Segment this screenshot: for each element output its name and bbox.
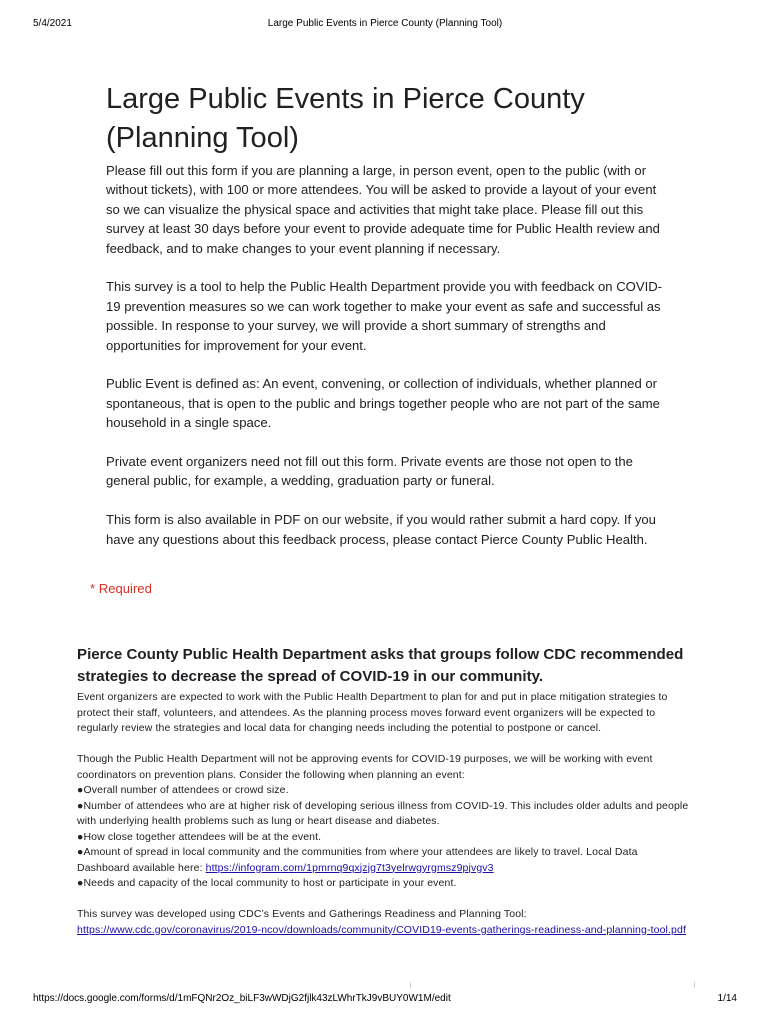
intro-paragraph: Private event organizers need not fill out this form. Private events are those not open to the general public, for example, a wedding, graduation party or funeral. [106,454,633,489]
section-paragraph: Event organizers are expected to work with the Public Health Department to plan for and put in place mitigation strategies to protect their staff, volunteers, and attendees. As the planning process moves forward event organizers will be expected to regularly review the strategies and local data for changing needs including the potential to postpone or cancel. [77,691,668,734]
list-item: ●Needs and capacity of the local community to host or participate in your event. [77,877,457,889]
form-title: Large Public Events in Pierce County (Planning Tool) [106,83,585,154]
required-note: * Required [90,581,152,596]
section-title: Pierce County Public Health Department asks that groups follow CDC recommended strategies to decrease the spread of COVID-19 in our community. [77,646,684,685]
page-number: 1/14 [717,993,737,1004]
print-header [0,18,770,32]
list-item: ●Overall number of attendees or crowd size. [77,784,289,796]
cdc-planning-tool-link[interactable]: https://www.cdc.gov/coronavirus/2019-ncov/downloads/community/COVID19-events-gatherings-readiness-and-planning-tool.pdf [77,923,687,936]
list-item: ●Number of attendees who are at higher risk of developing serious illness from COVID-19. This includes older adults and people with underlying health problems such as lung or heart disease and diabetes. [77,799,689,827]
section-description [77,690,692,954]
list-item: ●How close together attendees will be at the event. [77,830,322,843]
intro-paragraph: This survey is a tool to help the Public Health Department provide you with feedback on COVID-19 prevention measures so we can work together to make your event as safe and successful as possible. In response to your survey, we will provide a short summary of strengths and opportunities for improvement for your event. [106,279,663,353]
section-paragraph-intro: Though the Public Health Department will not be approving events for COVID-19 purposes, we will be working with event coordinators on prevention plans. Consider the following when planning an event: [77,753,653,781]
page-divider-mark [694,982,695,988]
print-page-title: Large Public Events in Pierce County (Planning Tool) [267,18,503,29]
print-url: https://docs.google.com/forms/d/1mFQNr2Oz_biLF3wWDjG2fjlk43zLWhrTkJ9vBUY0W1M/edit [33,993,451,1004]
intro-paragraph: Public Event is defined as: An event, convening, or collection of individuals, whether planned or spontaneous, that is open to the public and brings together people who are not part of the same household in a single space. [106,376,660,431]
print-date: 5/4/2021 [33,18,72,29]
form-description [106,161,671,568]
local-data-dashboard-link[interactable]: https://infogram.com/1pmrnq9qxjzjg7t3yelrwgyrgmsz9pjvgv3 [205,861,494,874]
section-paragraph-text: This survey was developed using CDC’s Events and Gatherings Readiness and Planning Tool: [77,908,527,920]
intro-paragraph: Please fill out this form if you are planning a large, in person event, open to the public (with or without tickets), with 100 or more attendees. You will be asked to provide a layout of your event so we can visualize the physical space and activities that might take place. Please fill out this survey at least 30 days before your event to provide adequate time for Public Health review and feedback, and to make changes to your event planning if necessary. [106,163,660,256]
print-footer [0,993,770,1007]
list-item [77,845,692,876]
section-paragraph-list [77,752,692,892]
intro-paragraph: This form is also available in PDF on our website, if you would rather submit a hard copy. If you have any questions about this feedback process, please contact Pierce County Public Health. [106,512,656,547]
section-paragraph [77,907,692,938]
page-divider-mark [410,982,411,988]
list-item-text: ●Amount of spread in local community and the communities from where your attendees are likely to travel. Local Data Dashboard available here: [77,846,638,874]
